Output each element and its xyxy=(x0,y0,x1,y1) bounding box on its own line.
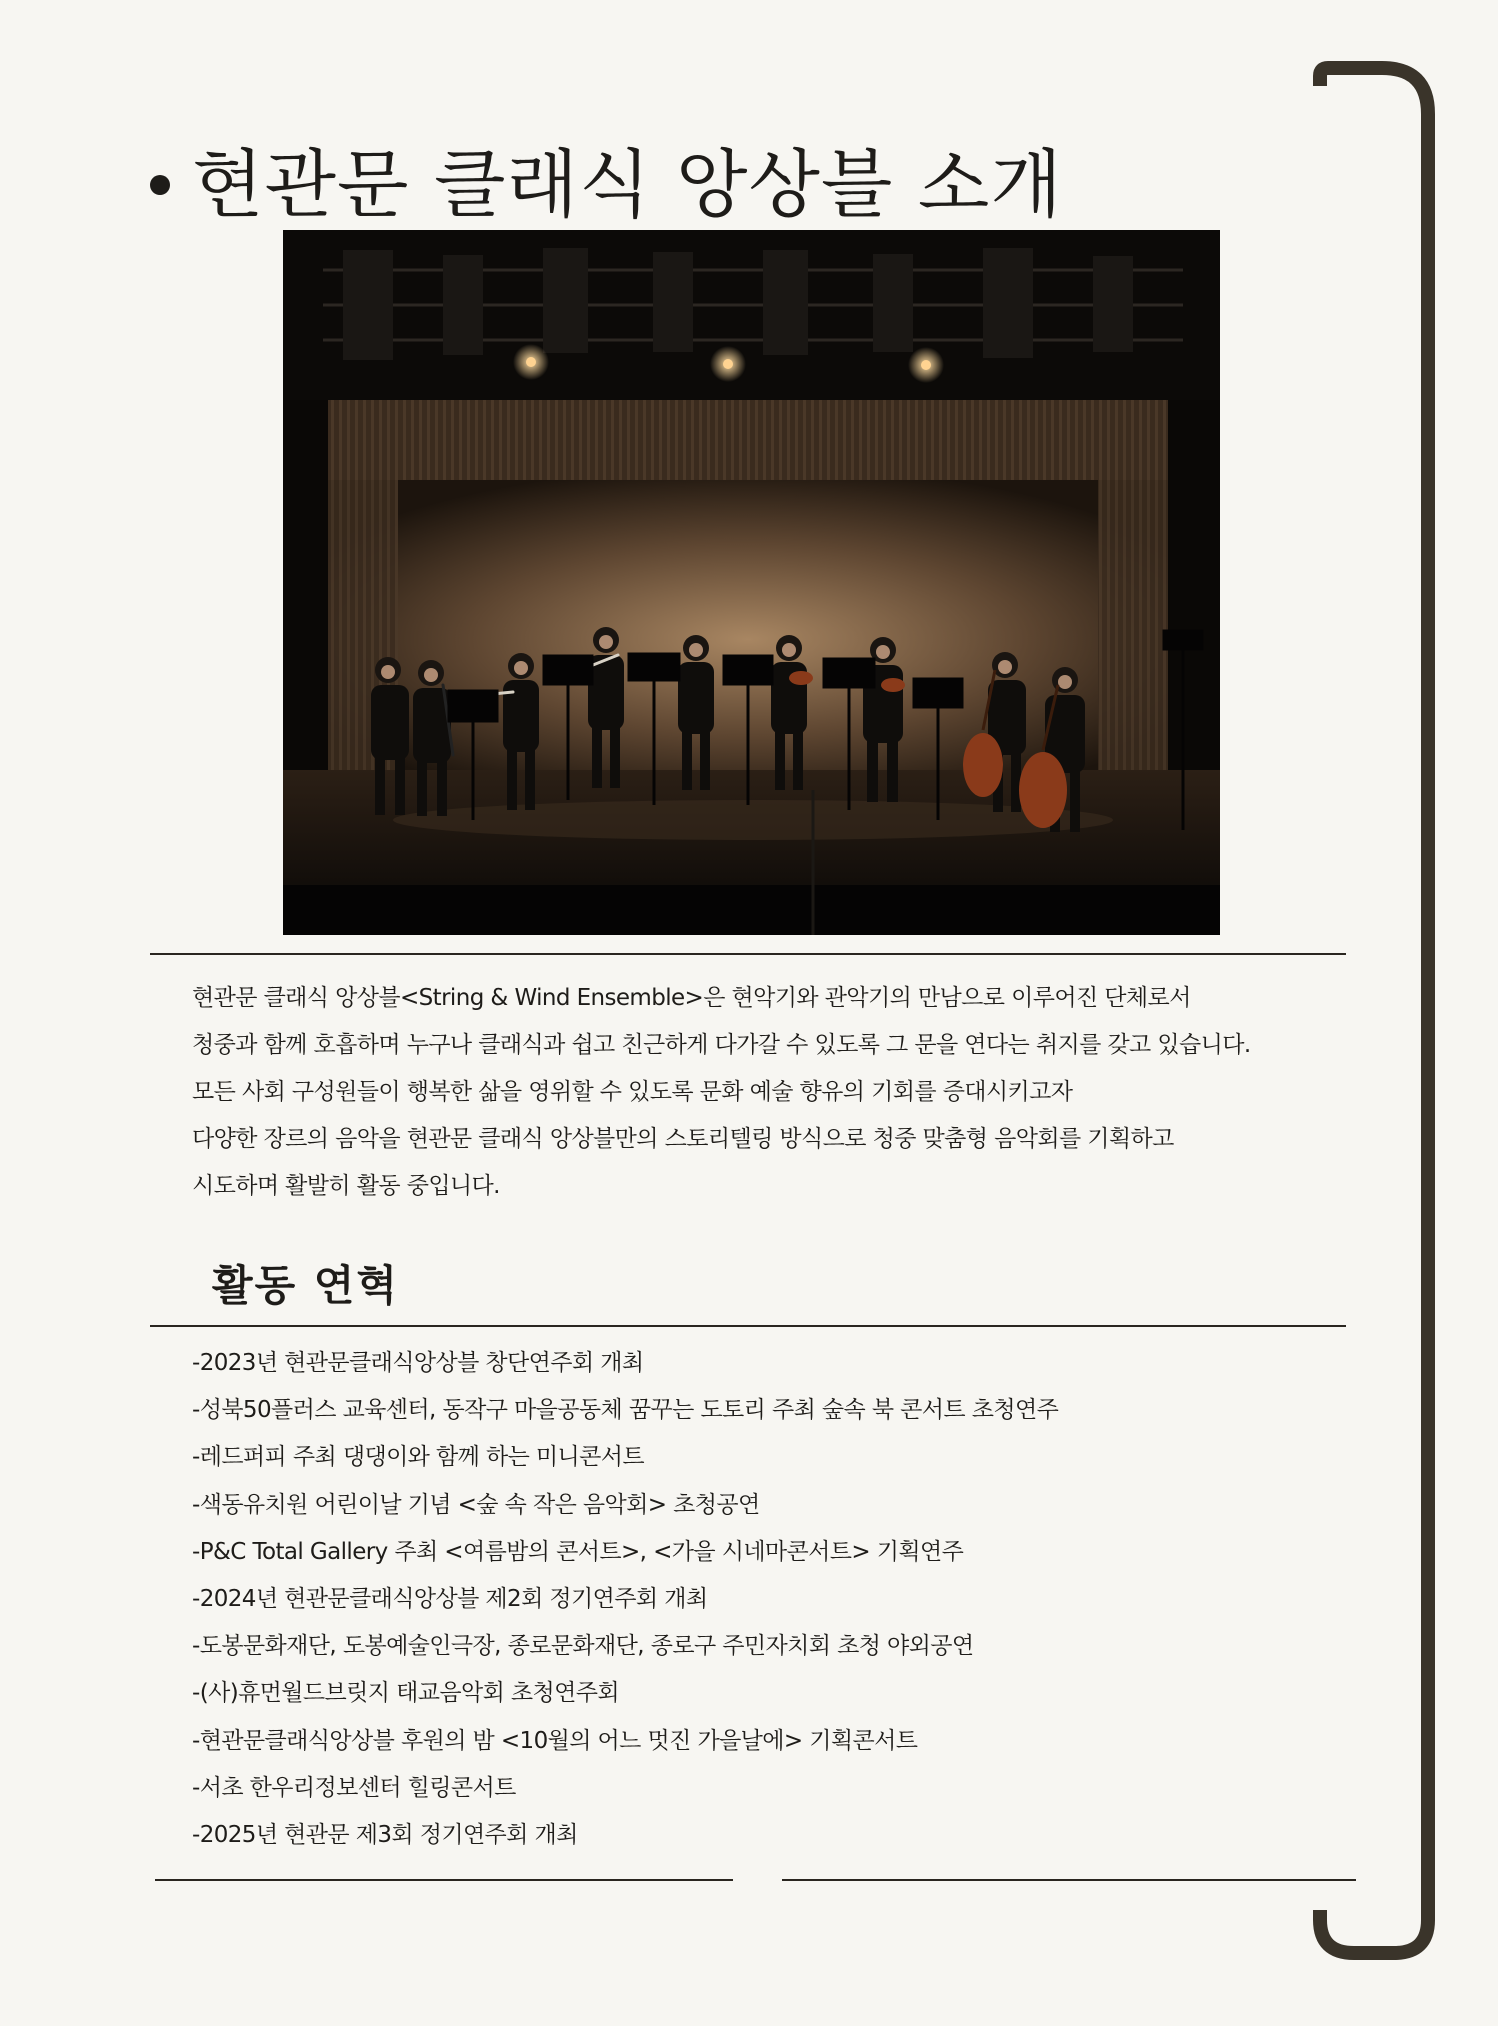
divider-bottom-right xyxy=(782,1879,1356,1881)
history-item: -색동유치원 어린이날 기념 <숲 속 작은 음악회> 초청공연 xyxy=(192,1491,760,1518)
history-list xyxy=(192,1340,1058,1859)
history-item: -2025년 현관문 제3회 정기연주회 개최 xyxy=(192,1822,578,1849)
intro-text xyxy=(192,975,1332,1210)
bullet-icon xyxy=(150,175,170,195)
history-heading: 활동 연혁 xyxy=(212,1261,399,1310)
intro-line: 모든 사회 구성원들이 행복한 삶을 영위할 수 있도록 문화 예술 향유의 기회를 증대시키고자 xyxy=(192,1079,1073,1105)
title-row xyxy=(150,140,1063,230)
history-item: -P&C Total Gallery 주최 <여름밤의 콘서트>, <가을 시네마콘서트> 기획연주 xyxy=(192,1538,964,1565)
divider-top xyxy=(150,953,1346,955)
page-title: 현관문 클래식 앙상블 소개 xyxy=(192,142,1063,228)
intro-line: 시도하며 활발히 활동 중입니다. xyxy=(192,1173,500,1199)
intro-line: 다양한 장르의 음악을 현관문 클래식 앙상블만의 스토리텔링 방식으로 청중 맞춤형 음악회를 기획하고 xyxy=(192,1126,1174,1152)
history-item: -2024년 현관문클래식앙상블 제2회 정기연주회 개최 xyxy=(192,1586,708,1613)
divider-history xyxy=(150,1325,1346,1327)
intro-line: 현관문 클래식 앙상블<String & Wind Ensemble>은 현악기와 관악기의 만남으로 이루어진 단체로서 xyxy=(192,985,1191,1011)
history-item: -(사)휴먼월드브릿지 태교음악회 초청연주회 xyxy=(192,1680,619,1707)
history-item: -현관문클래식앙상블 후원의 밤 <10월의 어느 멋진 가을날에> 기획콘서트 xyxy=(192,1727,918,1754)
history-item: -레드퍼피 주최 댕댕이와 함께 하는 미니콘서트 xyxy=(192,1444,644,1471)
history-item: -성북50플러스 교육센터, 동작구 마을공동체 꿈꾸는 도토리 주최 숲속 북 콘서트 초청연주 xyxy=(192,1397,1059,1424)
intro-line: 청중과 함께 호흡하며 누구나 클래식과 쉽고 친근하게 다가갈 수 있도록 그 문을 연다는 취지를 갖고 있습니다. xyxy=(192,1032,1251,1058)
history-item: -2023년 현관문클래식앙상블 창단연주회 개최 xyxy=(192,1350,644,1376)
ensemble-stage-photo xyxy=(283,230,1220,935)
history-item: -도봉문화재단, 도봉예술인극장, 종로문화재단, 종로구 주민자치회 초청 야외공연 xyxy=(192,1633,974,1660)
history-item: -서초 한우리정보센터 힐링콘서트 xyxy=(192,1774,516,1801)
ensemble-photo xyxy=(283,230,1220,935)
divider-bottom-left xyxy=(155,1879,733,1881)
